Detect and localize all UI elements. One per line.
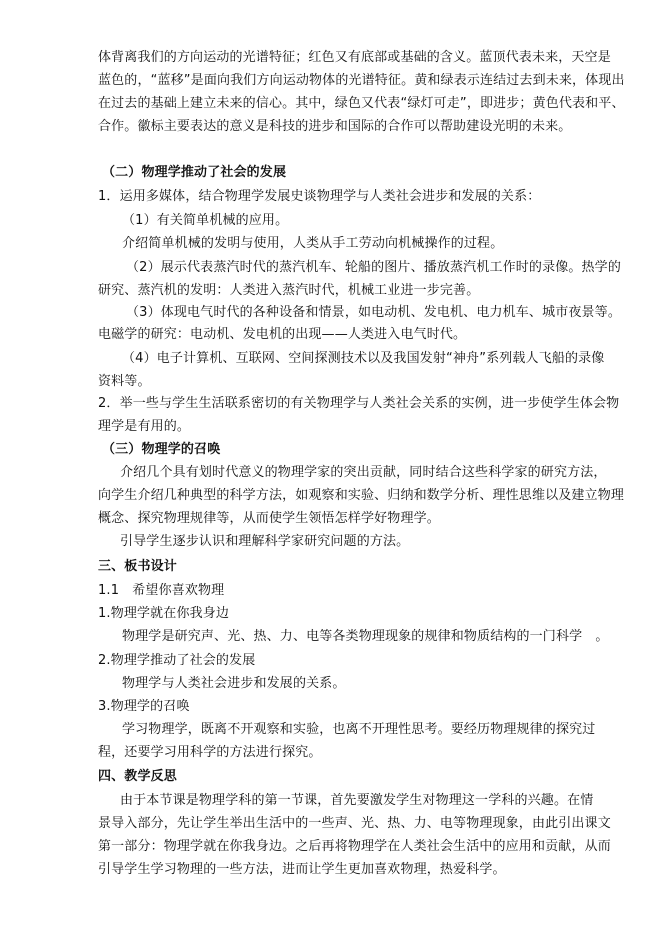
list-item: （3）体现电气时代的各种设备和情景，如电动机、发电机、电力机车、城市夜景等。 [126, 305, 621, 320]
paragraph-line: 向学生介绍几种典型的科学方法，如观察和实验、归纳和数学分析、理性思维以及建立物理 [98, 488, 625, 503]
paragraph-line: 物理学是研究声、光、热、力、电等各类物理现象的规律和物质结构的一门科学 。 [122, 629, 609, 644]
list-item: 2．举一些与学生生活联系密切的有关物理学与人类社会关系的实例，进一步使学生体会物 [98, 396, 620, 411]
paragraph-line: 物理学与人类社会进步和发展的关系。 [122, 676, 346, 691]
list-item: （1）有关简单机械的应用。 [122, 213, 289, 228]
paragraph-line: 介绍几个具有划时代意义的物理学家的突出贡献，同时结合这些科学家的研究方法， [120, 465, 607, 480]
list-item: 1.物理学就在你我身边 [98, 606, 230, 621]
section-heading: （三）物理学的召唤 [102, 442, 221, 457]
paragraph-line: 电磁学的研究：电动机、发电机的出现——人类进入电气时代。 [98, 327, 467, 342]
list-item: 3.物理学的召唤 [98, 699, 190, 714]
paragraph-line: 第一部分：物理学就在你我身边。之后再将物理学在人类社会生活中的应用和贡献，从而 [98, 839, 611, 854]
paragraph-line: 蓝色的，“蓝移”是面向我们方向运动物体的光谱特征。黄和绿表示连结过去到未来，体现出 [98, 73, 625, 88]
section-heading: 四、教学反思 [98, 769, 177, 784]
paragraph-line: 资料等。 [98, 374, 151, 389]
paragraph-line: 介绍简单机械的发明与使用，人类从手工劳动向机械操作的过程。 [122, 236, 504, 251]
paragraph-line: 概念、探究物理规律等，从而使学生领悟怎样学好物理学。 [98, 511, 440, 526]
paragraph-line: 理学是有用的。 [98, 419, 191, 434]
paragraph-line: 引导学生学习物理的一些方法，进而让学生更加喜欢物理，热爱科学。 [98, 862, 506, 877]
paragraph-line: 学习物理学，既离不开观察和实验，也离不开理性思考。要经历物理规律的探究过 [122, 722, 596, 737]
list-item: 1．运用多媒体，结合物理学发展史谈物理学与人类社会进步和发展的关系： [98, 189, 541, 204]
paragraph-line: 引导学生逐步认识和理解科学家研究问题的方法。 [120, 534, 410, 549]
section-heading: （二）物理学推动了社会的发展 [102, 165, 287, 180]
paragraph-line: 合作。徽标主要表达的意义是科技的进步和国际的合作可以帮助建设光明的未来。 [98, 119, 572, 134]
paragraph-line: 由于本节课是物理学科的第一节课，首先要激发学生对物理这一学科的兴趣。在情 [120, 793, 594, 808]
list-item: （4）电子计算机、互联网、空间探测技术以及我国发射“神舟”系列载人飞船的录像 [122, 351, 605, 366]
paragraph-line: 体背离我们的方向运动的光谱特征；红色又有底部或基础的含义。蓝顶代表未来，天空是 [98, 50, 611, 65]
subheading: 1.1 希望你喜欢物理 [98, 583, 225, 598]
paragraph-line: 程，还要学习用科学的方法进行探究。 [98, 745, 322, 760]
paragraph-line: 研究、蒸汽机的发明：人类进入蒸汽时代，机械工业进一步完善。 [98, 283, 480, 298]
paragraph-line: 在过去的基础上建立未来的信心。其中，绿色又代表“绿灯可走”，即进步；黄色代表和平、 [98, 96, 625, 111]
section-heading: 三、板书设计 [98, 559, 177, 574]
list-item: （2）展示代表蒸汽时代的蒸汽机车、轮船的图片、播放蒸汽机工作时的录像。热学的 [126, 260, 621, 275]
paragraph-line: 景导入部分，先让学生举出生活中的一些声、光、热、力、电等物理现象，由此引出课文 [98, 816, 611, 831]
list-item: 2.物理学推动了社会的发展 [98, 653, 256, 668]
